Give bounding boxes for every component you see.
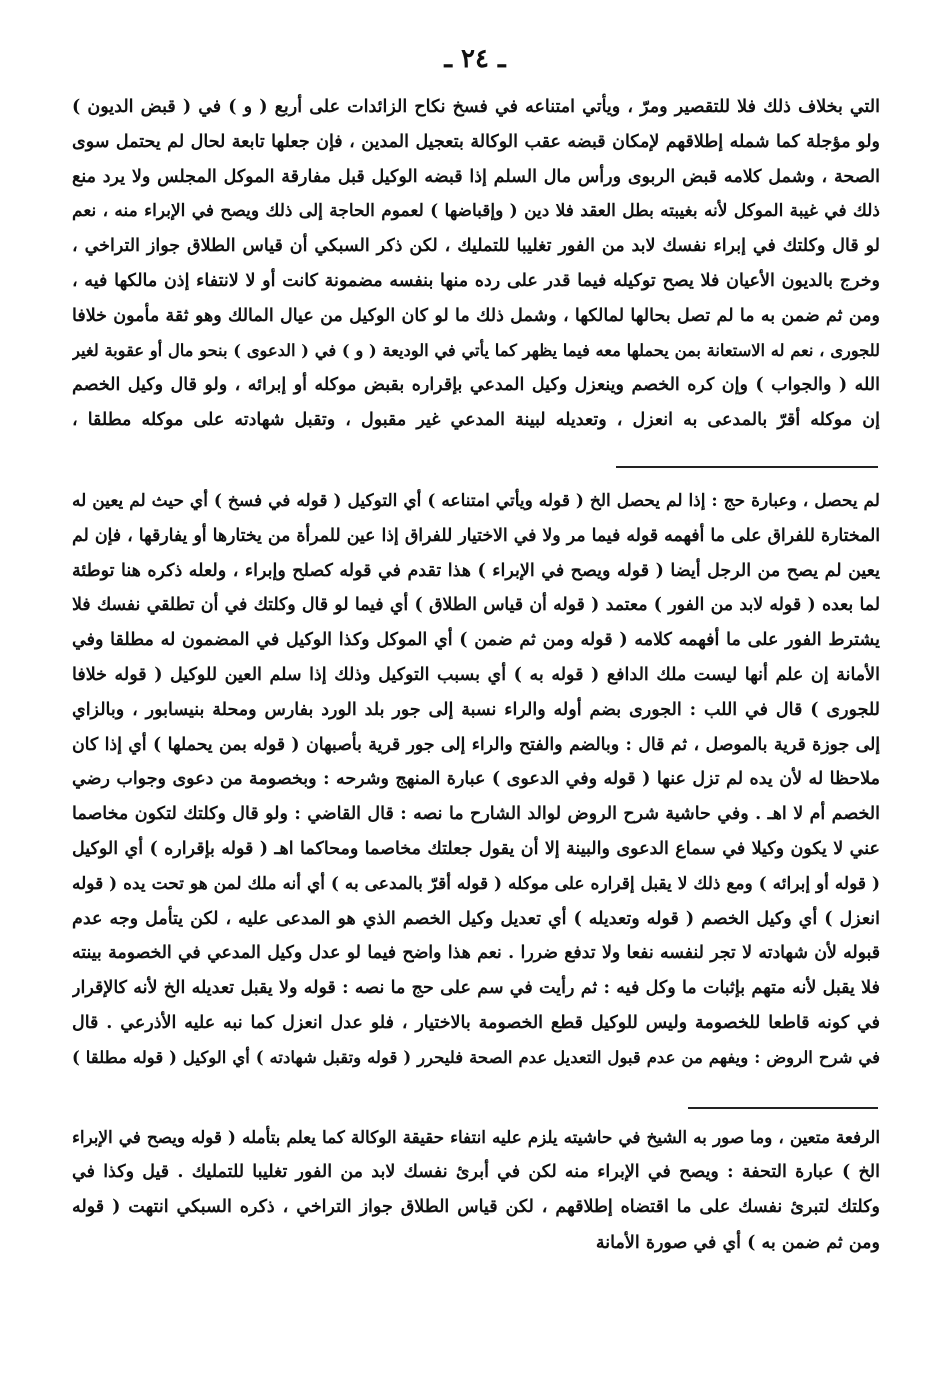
main-line: لو قال وكلتك في إبراء نفسك لابد من الفور تغليبا للتمليك ، لكن ذكر السبكي أن قياس الطلاق جواز التراخي ،	[72, 236, 880, 257]
main-line: الله ( والجواب ) وإن كره الخصم وينعزل وكيل المدعي بإقراره بقبض موكله أو إبرائه ، ولو قال وكيل الخصم	[72, 375, 880, 396]
main-line: الصحة ، وشمل كلامه قبض الربوى ورأس مال السلم إذا قبضه الوكيل قبل مفارقة الموكل المجلس ولا يرد منع	[72, 166, 880, 187]
commentary-line: ملاحظا له لأن يده لم تزل عنها ( قوله وفي الدعوى ) عبارة المنهج وشرحه : وبخصومة من دعوى وجواب رضي	[72, 769, 880, 790]
commentary-line: يشترط الفور على ما أفهمه كلامه ( قوله ومن ثم ضمن ) أي الموكل وكذا الوكيل في المضمون له مطلقا وفي	[72, 630, 880, 651]
main-line: إن موكله أقرّ بالمدعى به انعزل ، وتعديله لبينة المدعي غير مقبول ، وتقبل شهادته على موكله مطلقا ،	[72, 410, 880, 431]
commentary-line: للجورى ) قال في اللب : الجورى بضم أوله والراء نسبة إلى جور بلد الورد بفارس ومحلة بنيسابور ، وبالزاي	[72, 699, 880, 720]
commentary-line: في شرح الروض : ويفهم من عدم قبول التعديل عدم الصحة فليحرر ( قوله وتقبل شهادته ) أي الوكيل ( قوله مطلقا )	[72, 1047, 880, 1067]
commentary-line: يعين لم يصح من الرجل أيضا ( قوله ويصح في الإبراء ) هذا تقدم في قوله كصلح وإبراء ، ولعله ذكره هنا توطئة	[72, 560, 880, 581]
commentary-line: لم يحصل ، وعبارة حج : إذا لم يحصل الخ ( قوله ويأتي امتناعه ) أي التوكيل ( قوله في فسخ ) أي حيث لم يعين له	[72, 491, 880, 511]
footnote-line: وكلتك لتبرئ نفسك على ما اقتضاه إطلاقهم ، لكن قياس الطلاق جواز التراخي ، ذكره السبكي انتهت ( قوله	[72, 1197, 880, 1218]
main-line: ولو مؤجلة كما شمله إطلاقهم لإمكان قبضه عقب الوكالة بتعجيل المدين ، فإن جعلها تابعة لحال لم يحتمل سوى	[72, 131, 880, 152]
footnote-line: الرفعة متعين ، وما صور به الشيخ في حاشيته يلزم عليه انتفاء حقيقة الوكالة كما يعلم بتأمله ( قوله ويصح في الإبراء	[72, 1127, 880, 1147]
section-divider	[688, 1107, 878, 1109]
main-text	[72, 90, 880, 438]
commentary-text	[72, 484, 880, 1076]
commentary-line: إلى جوزة قرية بالموصل ، ثم قال : وبالضم والفتح والراء إلى جور قرية بأصبهان ( قوله بمن يحملها ) أي إذا كان	[72, 734, 880, 755]
section-divider	[616, 466, 878, 468]
commentary-line: لما بعده ( قوله لابد من الفور ) معتمد ( قوله أن قياس الطلاق ) أي فيما لو قال وكلتك في أن تطلقي نفسك فلا	[72, 595, 880, 616]
commentary-line: المختارة للفراق على ما أفهمه قوله فيما مر ولا في الاختيار للفراق إذا عين للمرأة من يختارها أو يفارقها ، فإن لم	[72, 525, 880, 546]
footnote-line: الخ ) عبارة التحفة : ويصح في الإبراء منه لكن في أبرئ نفسك لابد من الفور تغليبا للتمليك . قيل وكذا في	[72, 1162, 880, 1183]
footnote-line: ومن ثم ضمن به ) أي في صورة الأمانة	[595, 1232, 880, 1253]
commentary-line: انعزل ) أي وكيل الخصم ( قوله وتعديله ) أي تعديل وكيل الخصم الذي هو المدعى عليه ، لكن يتأمل وجه عدم	[72, 908, 880, 929]
main-line: ومن ثم ضمن به ما لم تصل بحالها لمالكها ، وشمل ذلك ما لو كان الوكيل من عيال المالك وهو ثقة مأمون خلافا	[72, 305, 880, 326]
main-line: وخرج بالديون الأعيان فلا يصح توكيله فيما قدر على رده منها بنفسه مضمونة كانت أو لا لانتفاء إذن مالكها فيه ،	[72, 270, 880, 291]
commentary-line: قبوله لأن شهادته لا تجر لنفسه نفعا ولا تدفع ضررا . نعم هذا واضح فيما لو عدل وكيل المدعي في الخصومة بينته	[72, 943, 880, 964]
commentary-line: في كونه قاطعا للخصومة وليس للوكيل قطع الخصومة بالاختيار ، فلو عدل انعزل كما نبه عليه الأذرعي . قال	[72, 1012, 880, 1033]
commentary-line: ( قوله أو إبرائه ) ومع ذلك لا يقبل إقراره على موكله ( قوله أقرّ بالمدعى به ) أي أنه ملك لمن هو تحت يده ( قوله	[72, 873, 880, 894]
commentary-line: عني لا يكون وكيلا في سماع الدعوى والبينة إلا أن يقول جعلتك مخاصما ومحاكما اهـ ( قوله بإقراره ) أي الوكيل	[72, 838, 880, 859]
commentary-line: الأمانة إن علم أنها ليست ملك الدافع ( قوله به ) أي بسبب التوكيل وذلك إذا سلم العين للوكيل ( قوله خلافا	[72, 664, 880, 685]
main-line: للجورى ، نعم له الاستعانة بمن يحملها معه فيما يظهر كما يأتي في الوديعة ( و ) في ( الدعوى ) بنحو مال أو عقوبة لغير	[72, 340, 880, 360]
main-line: ذلك في غيبة الموكل لأنه بغيبته بطل العقد فلا دين ( وإقباضها ) لعموم الحاجة إلى ذلك ويصح في الإبراء منه ، نعم	[72, 201, 880, 222]
commentary-line: فلا يقبل لأنه متهم بإثبات ما وكل فيه : ثم رأيت في سم على حج ما نصه : قوله ولا يقبل تعديله الخ لأنه كالإقرار	[72, 978, 880, 999]
main-line: التي بخلاف ذلك فلا للتقصير ومرّ ، ويأتي امتناعه في فسخ نكاح الزائدات على أربع ( و ) في ( قبض الديون )	[72, 97, 880, 117]
footnote-text	[72, 1120, 880, 1261]
commentary-line: الخصم أم لا اهـ . وفي حاشية شرح الروض لوالد الشارح ما نصه : قال القاضي : ولو قال وكلتك لتكون مخاصما	[72, 804, 880, 825]
page-number: ـ ٢٤ ـ	[444, 44, 506, 74]
